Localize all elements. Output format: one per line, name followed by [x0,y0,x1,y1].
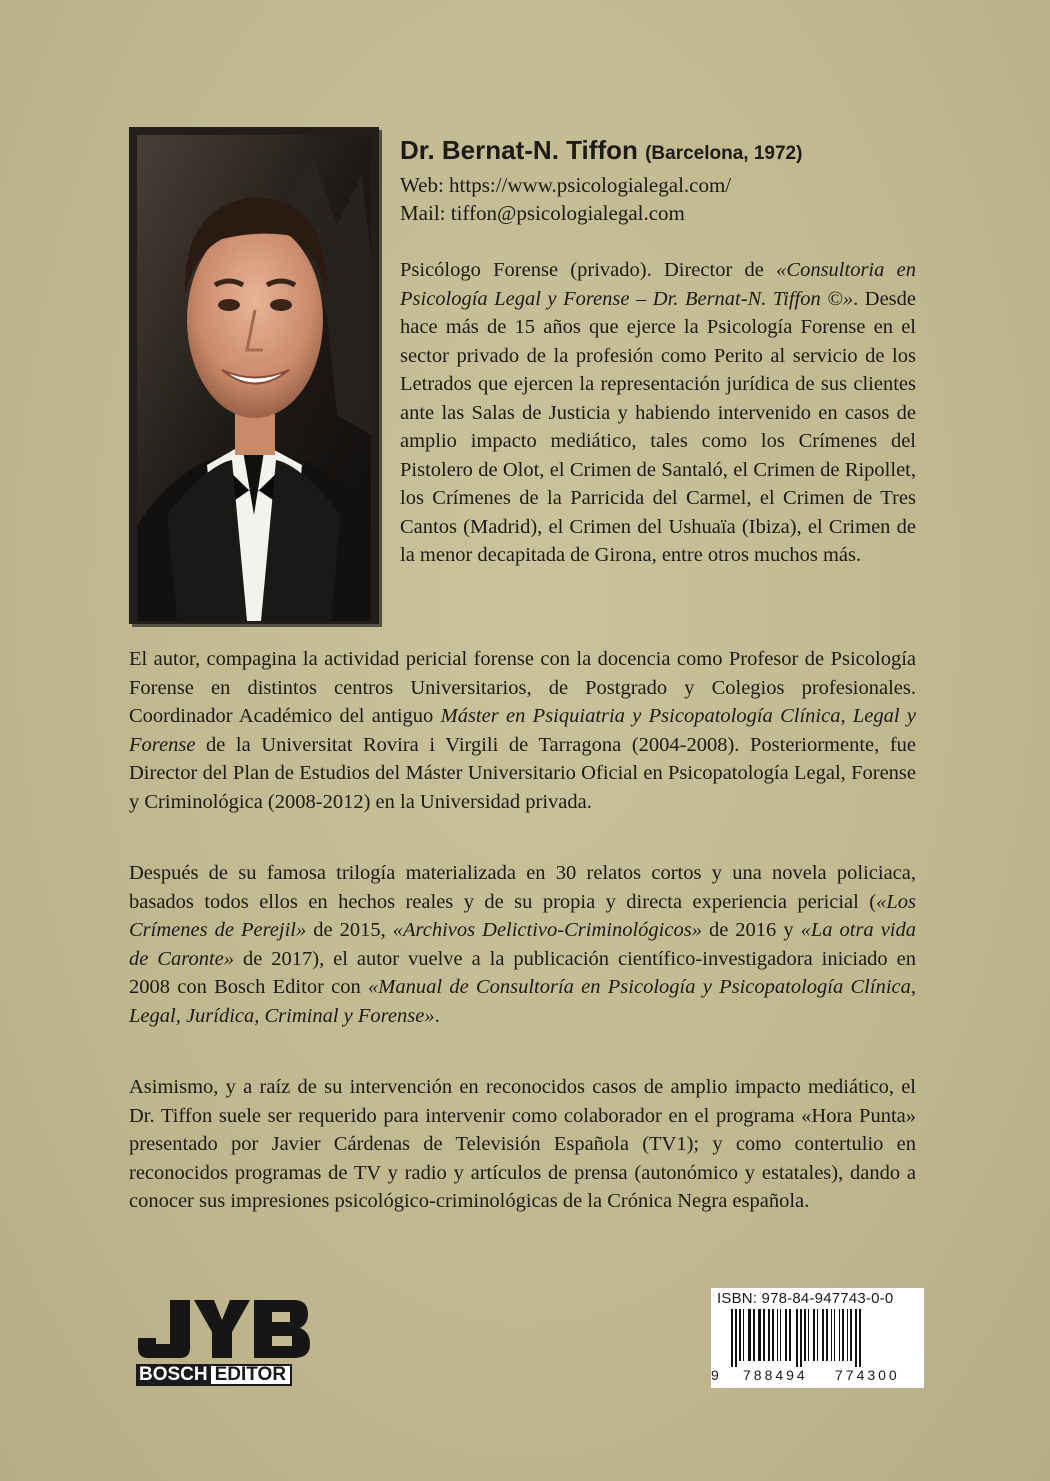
bio-paragraph-2 [129,645,916,816]
barcode-bar [842,1309,844,1361]
italic-title: «La otra vida de Caronte» [129,919,916,970]
barcode-guard-bar [800,1309,802,1367]
jyb-logo-mark [136,1298,311,1360]
isbn-barcode [711,1288,924,1388]
barcode-bar [763,1309,765,1361]
ean-left-digits: 788494 [743,1367,808,1383]
author-place-year: (Barcelona, 1972) [645,143,803,164]
ean-first-digit: 9 [711,1367,719,1383]
text-run: de 2017), el autor vuelve a la publicación científico-investigadora iniciado en 2008 con Bosch Editor con [129,947,916,998]
barcode-bars [721,1309,917,1367]
barcode-bar [748,1309,751,1361]
barcode-guard-bar [735,1309,737,1367]
barcode-bar [804,1309,806,1361]
author-photo [137,135,371,621]
barcode-bar [817,1309,818,1361]
italic-title: «Manual de Consultoría en Psicología y Psicopatología Clínica, Legal, Jurídica, Criminal y Forense» [129,976,916,1027]
barcode-bar [758,1309,761,1361]
bio-paragraph-1 [400,256,916,570]
author-header [400,133,940,227]
text-run: . Desde hace más de 15 años que ejerce la Psicología Forense en el sector privado de la profesión como Perito al servicio de los Letrados que ejercen la representación jurídica de sus clientes ante las Salas de Justicia y habiendo intervenido en casos de amplio impacto mediático, tales como los Crímenes del Pistolero de Olot, el Crimen de Santaló, el Crimen de Ripollet, los Crímenes de la Parricida del Carmel, el Crimen de Tres Cantos (Madrid), el Crimen del Ushuaïa (Ibiza), el Crimen de la menor decapitada de Girona, entre otros muchos más. [400,287,916,566]
barcode-bar [808,1309,809,1361]
barcode-bar [743,1309,744,1361]
publisher-name-left: BOSCH [136,1364,211,1386]
barcode-bar [753,1309,755,1361]
barcode-bar [834,1309,835,1361]
ean-right-digits: 774300 [835,1367,900,1383]
text-run: Asimismo, y a raíz de su intervención en reconocidos casos de amplio impacto mediático, el Dr. Tiffon suele ser requerido para intervenir como colaborador en el programa «Hora Punta» presentado por Javier Cárdenas de Televisión Española (TV1); y como contertulio en reconocidos programas de TV y radio y artículos de prensa (autonómico y estatales), dando a conocer sus impresiones psicológico-criminológicas de la Crónica Negra española. [129,1076,916,1212]
barcode-bar [822,1309,824,1361]
author-name-line [400,133,940,171]
publisher-logo [136,1298,311,1390]
publisher-name-right: EDITOR [211,1364,292,1386]
barcode-bar [772,1309,774,1361]
ean-digits [711,1367,924,1385]
author-name: Dr. Bernat-N. Tiffon [400,135,638,165]
barcode-bar [826,1309,828,1361]
barcode-bar [831,1309,832,1361]
text-run: Después de su famosa trilogía materializada en 30 relatos cortos y una novela policiaca, basados todos ellos en hechos reales y de su propia y directa experiencia pericial ( [129,862,916,913]
barcode-bar [850,1309,852,1361]
author-photo-frame [129,127,379,624]
italic-title: «Archivos Delictivo-Criminológicos» [392,919,702,941]
author-portrait-illustration [137,135,371,621]
barcode-guard-bar [855,1309,857,1367]
barcode-bar [739,1309,741,1361]
author-web: Web: https://www.psicologialegal.com/ [400,173,732,197]
barcode-bar [777,1309,778,1361]
italic-title: Máster en Psiquiatria y Psicopatología Clínica, Legal y Forense [129,705,916,756]
barcode-bar [813,1309,815,1361]
barcode-bar [789,1309,791,1361]
text-run: de 2016 y [701,919,801,941]
barcode-guard-bar [796,1309,798,1367]
publisher-name [136,1364,292,1386]
italic-title: «Consultoria en Psicología Legal y Forense – Dr. Bernat-N. Tiffon ©» [400,259,916,310]
text-run: . [434,1004,440,1027]
bio-paragraph-4 [129,1073,916,1216]
bio-paragraph-3 [129,859,916,1030]
italic-title: «Los Crímenes de Perejil» [129,890,916,941]
text-run: de la Universitat Rovira i Virgili de Tarragona (2004-2008). Posteriormente, fue Director del Plan de Estudios del Máster Universitario Oficial en Psicopatología Legal, Forense y Criminológica (2008-2012) en la Universidad privada. [129,733,916,813]
isbn-label: ISBN: 978-84-947743-0-0 [717,1290,894,1307]
barcode-bar [785,1309,787,1361]
barcode-bar [780,1309,781,1361]
text-run: de 2015, [306,919,393,941]
author-mail: Mail: tiffon@psicologialegal.com [400,201,685,225]
barcode-bar [768,1309,770,1361]
barcode-bar [839,1309,840,1361]
text-run: Psicólogo Forense (privado). Director de [400,259,777,281]
barcode-guard-bar [859,1309,861,1367]
text-run: El autor, compagina la actividad pericial forense con la docencia como Profesor de Psicología Forense en distintos centros Universitarios, de Postgrado y Colegios profesionales. Coordinador Académico del antiguo [129,648,916,727]
barcode-guard-bar [731,1309,733,1367]
barcode-bar [847,1309,848,1361]
